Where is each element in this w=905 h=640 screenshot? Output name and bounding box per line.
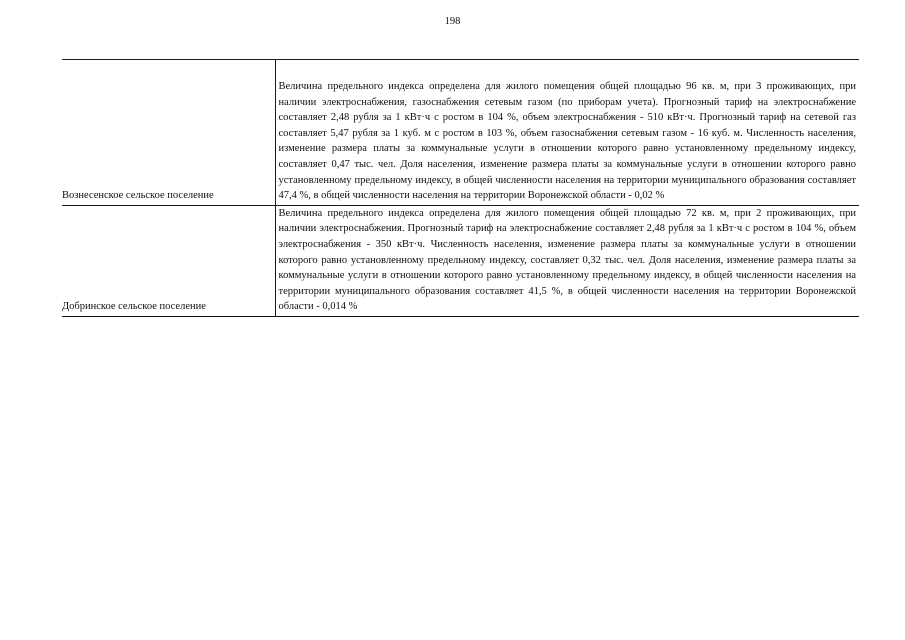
settlement-name: Вознесенское сельское поселение (62, 79, 275, 205)
table-row (62, 205, 859, 316)
settlement-description: Величина предельного индекса определена для жилого помещения общей площадью 96 кв. м, при 3 проживающих, при наличии электроснабжения, газоснабжения сетевым газом (по приборам учета). Прогнозный тариф на электроснабжение составляет 2,48 рубля за 1 кВт·ч с ростом в 104 %, объем электроснабжения - 510 кВт·ч. Прогнозный тариф на сетевой газ составляет 5,47 рубля за 1 куб. м с ростом в 103 %, объем газоснабжения сетевым газом - 16 куб. м. Численность населения, изменение размера платы за коммунальные услуги в отношении которого равно установленному предельному индексу, составляет 0,47 тыс. чел. Доля населения, изменение размера платы за коммунальные услуги в отношении которого равно установленному предельному индексу, в общей численности населения на территории муниципального образования составляет 47,4 %, в общей численности населения на территории Воронежской области - 0,02 % (275, 79, 859, 205)
settlement-description: Величина предельного индекса определена для жилого помещения общей площадью 72 кв. м, при 2 проживающих, при наличии электроснабжения. Прогнозный тариф на электроснабжение составляет 2,48 рубля за 1 кВт·ч с ростом в 104 %, объем электроснабжения - 350 кВт·ч. Численность населения, изменение размера платы за коммунальные услуги в отношении которого равно установленному предельному индексу, составляет 0,32 тыс. чел. Доля населения, изменение размера платы за коммунальные услуги в отношении которого равно установленному предельному индексу, в общей численности населения на территории муниципального образования составляет 41,5 %, в общей численности населения на территории Воронежской области - 0,014 % (275, 205, 859, 316)
table-top-row (62, 60, 859, 80)
settlement-name: Добринское сельское поселение (62, 205, 275, 316)
page-number: 198 (444, 16, 461, 27)
table-row (62, 79, 859, 205)
settlements-table (62, 59, 859, 317)
